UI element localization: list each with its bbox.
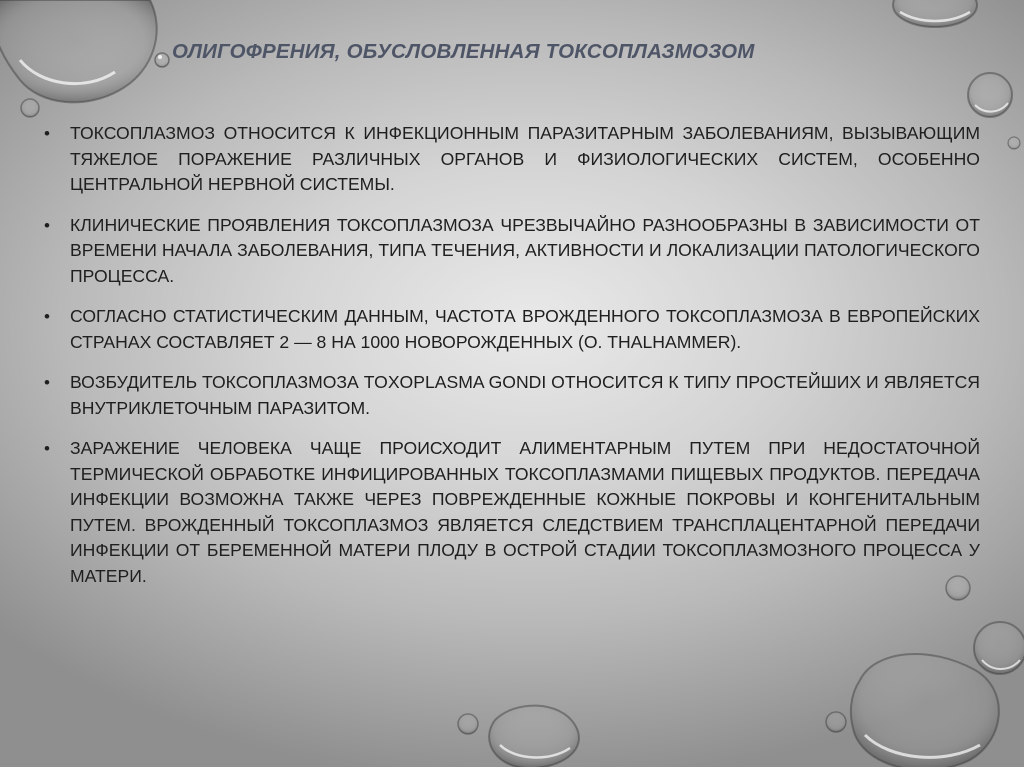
- bullet-item: [44, 213, 980, 290]
- bullet-mark: •: [44, 124, 50, 143]
- bullet-mark: •: [44, 307, 50, 326]
- bullet-item: [44, 370, 980, 421]
- drop-bottom-right-round: [974, 622, 1024, 674]
- bullet-text: ЗАРАЖЕНИЕ ЧЕЛОВЕКА ЧАЩЕ ПРОИСХОДИТ АЛИМЕНТАРНЫМ ПУТЕМ ПРИ НЕДОСТАТОЧНОЙ ТЕРМИЧЕСКОЙ ОБРАБОТКЕ ИНФИЦИРОВАННЫХ ТОКСОПЛАЗМАМИ ПИЩЕВЫХ ПРОДУКТОВ. ПЕРЕДАЧА ИНФЕКЦИИ ВОЗМОЖНА ТАКЖЕ ЧЕРЕЗ ПОВРЕЖДЕННЫЕ КОЖНЫЕ ПОКРОВЫ И КОНГЕНИТАЛЬНЫМ ПУТЕМ. ВРОЖДЕННЫЙ ТОКСОПЛАЗМОЗ ЯВЛЯЕТСЯ СЛЕДСТВИЕМ ТРАНСПЛАЦЕНТАРНОЙ ПЕРЕДАЧИ ИНФЕКЦИИ ОТ БЕРЕМЕННОЙ МАТЕРИ ПЛОДУ В ОСТРОЙ СТАДИИ ТОКСОПЛАЗМОЗНОГО ПРОЦЕССА У МАТЕРИ.: [70, 438, 980, 586]
- bullet-text: СОГЛАСНО СТАТИСТИЧЕСКИМ ДАННЫМ, ЧАСТОТА ВРОЖДЕННОГО ТОКСОПЛАЗМОЗА В ЕВРОПЕЙСКИХ СТРАНАХ СОСТАВЛЯЕТ 2 — 8 НА 1000 НОВОРОЖДЕННЫХ (О. THALHAMMER).: [70, 306, 980, 352]
- bullet-mark: •: [44, 373, 50, 392]
- drop-right-tiny: [1008, 137, 1020, 149]
- bullet-text: КЛИНИЧЕСКИЕ ПРОЯВЛЕНИЯ ТОКСОПЛАЗМОЗА ЧРЕЗВЫЧАЙНО РАЗНООБРАЗНЫ В ЗАВИСИМОСТИ ОТ ВРЕМЕНИ НАЧАЛА ЗАБОЛЕВАНИЯ, ТИПА ТЕЧЕНИЯ, АКТИВНОСТИ И ЛОКАЛИЗАЦИИ ПАТОЛОГИЧЕСКОГО ПРОЦЕССА.: [70, 214, 980, 286]
- drop-bottom-middle: [489, 706, 579, 767]
- drop-right-upper: [968, 73, 1012, 117]
- bullet-list: [44, 121, 980, 604]
- drop-top-left: [0, 0, 157, 102]
- bullet-text: ТОКСОПЛАЗМОЗ ОТНОСИТСЯ К ИНФЕКЦИОННЫМ ПАРАЗИТАРНЫМ ЗАБОЛЕВАНИЯМ, ВЫЗЫВАЮЩИМ ТЯЖЕЛОЕ ПОРАЖЕНИЕ РАЗЛИЧНЫХ ОРГАНОВ И ФИЗИОЛОГИЧЕСКИХ СИСТЕМ, ОСОБЕННО ЦЕНТРАЛЬНОЙ НЕРВНОЙ СИСТЕМЫ.: [70, 123, 980, 194]
- bullet-item: [44, 436, 980, 589]
- bullet-text: ВОЗБУДИТЕЛЬ ТОКСОПЛАЗМОЗА TOXOPLASMA GONDI ОТНОСИТСЯ К ТИПУ ПРОСТЕЙШИХ И ЯВЛЯЕТСЯ ВНУТРИКЛЕТОЧНЫМ ПАРАЗИТОМ.: [70, 372, 980, 418]
- bullet-mark: •: [44, 215, 50, 235]
- drop-small-title: [155, 53, 169, 67]
- drop-bottom-left-small: [458, 714, 478, 734]
- bullet-item: [44, 304, 980, 355]
- drop-bottom-right-large: [851, 654, 999, 767]
- drop-bottom-right-small: [826, 712, 846, 732]
- bullet-item: [44, 121, 980, 198]
- drop-left-middle: [21, 99, 39, 117]
- slide-title: ОЛИГОФРЕНИЯ, ОБУСЛОВЛЕННАЯ ТОКСОПЛАЗМОЗОМ: [172, 40, 755, 63]
- bullet-mark: •: [44, 439, 50, 458]
- drop-top-right: [893, 0, 977, 27]
